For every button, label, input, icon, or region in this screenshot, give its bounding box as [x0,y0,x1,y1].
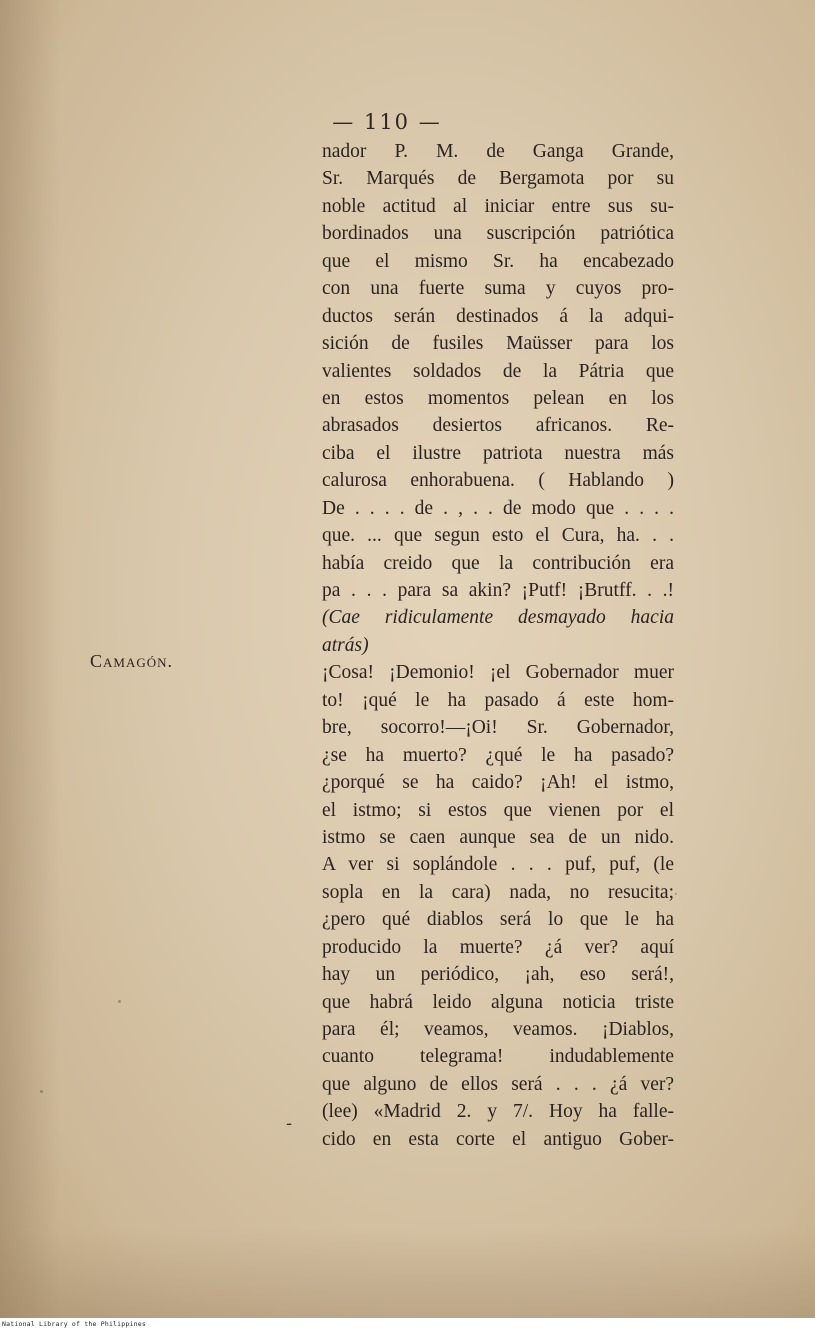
text-line: cido en esta corte el antiguo Gober- [322,1128,674,1150]
text-line: bordinados una suscripción patriótica [322,223,674,245]
text-line: que. ... que segun esto el Cura, ha. . . [322,525,674,547]
text-line: ¿se ha muerto? ¿qué le ha pasado? [322,744,674,766]
stage-direction-line: atrás) [322,634,369,656]
text-line: ciba el ilustre patriota nuestra más [322,442,674,464]
text-line: para él; veamos, veamos. ¡Diablos, [322,1019,674,1040]
text-line: nador P. M. de Ganga Grande, [322,141,674,162]
text-line: que alguno de ellos será . . . ¿á ver? [322,1073,674,1095]
library-footer: National Library of the Philippines [2,1320,146,1328]
text-line: que el mismo Sr. ha encabezado [322,250,674,272]
text-line: sición de fusiles Maüsser para los [322,333,674,355]
text-line: ¿pero qué diablos será lo que le ha [322,909,674,931]
text-line: calurosa enhorabuena. ( Hablando ) [322,470,674,492]
text-line: De . . . . de . , . . de modo que . . . . [322,497,674,519]
text-line: sopla en la cara) nada, no resucita; [322,881,674,903]
text-line: había creido que la contribución era [322,552,674,574]
text-line: producido la muerte? ¿á ver? aquí [322,936,674,958]
text-line: abrasados desiertos africanos. Re- [322,415,674,437]
text-line: con una fuerte suma y cuyos pro- [322,278,674,300]
speaker-name: Camagón. [90,651,174,671]
text-line: to! ¡qué le ha pasado á este hom- [322,689,674,711]
text-line: (lee) «Madrid 2. y 7/. Hoy ha falle- [322,1101,674,1123]
text-line: Sr. Marqués de Bergamota por su [322,168,674,190]
text-line: noble actitud al iniciar entre sus su- [322,195,674,217]
paper-speck [40,1090,43,1093]
stage-direction-line: (Cae ridiculamente desmayado hacia [322,607,674,629]
text-line: hay un periódico, ¡ah, eso será!, [322,964,674,986]
text-line: pa . . . para sa akin? ¡Putf! ¡Brutff. . .! [322,580,674,601]
paper-speck [118,1000,121,1003]
text-line: bre, socorro!—¡Oi! Sr. Gobernador, [322,717,674,739]
dialogue-text-block [322,138,674,1153]
text-line: ¡Cosa! ¡Demonio! ¡el Gobernador muer [322,662,674,684]
page-number: — 110 — [332,110,442,134]
text-line: A ver si soplándole . . . puf, puf, (le [322,854,674,876]
text-line: en estos momentos pelean en los [322,387,674,409]
paper-speck [675,893,677,895]
text-line: istmo se caen aunque sea de un nido. [322,826,674,848]
text-line: que habrá leido alguna noticia triste [322,991,674,1013]
text-line: cuanto telegrama! indudablemente [322,1046,674,1068]
text-line: ductos serán destinados á la adqui- [322,305,674,327]
text-line: el istmo; si estos que vienen por el [322,799,674,821]
text-line: ¿porqué se ha caido? ¡Ah! el istmo, [322,772,674,794]
margin-dash: - [286,1113,293,1134]
text-line: valientes soldados de la Pátria que [322,360,674,382]
